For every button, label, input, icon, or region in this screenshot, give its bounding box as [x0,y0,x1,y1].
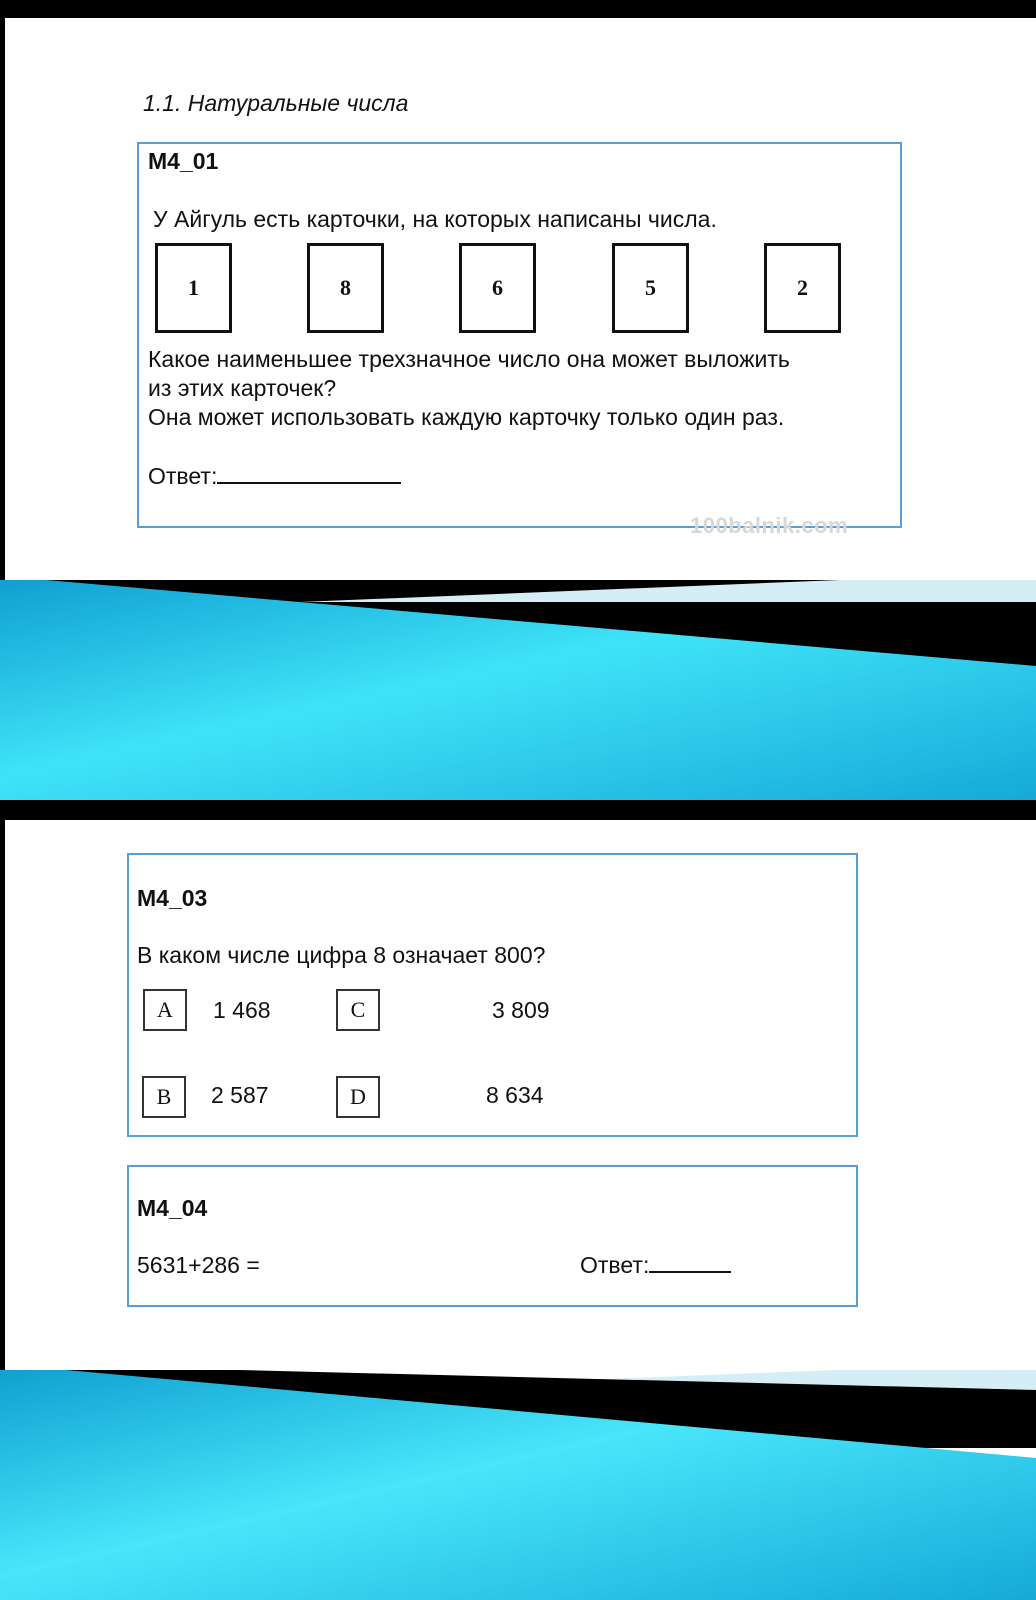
number-card: 5 [612,243,689,333]
option-letter-c[interactable]: C [336,989,380,1031]
question-code: M4_03 [137,885,208,911]
question-intro: У Айгуль есть карточки, на которых написаны числа. [153,206,717,232]
question-code: M4_04 [137,1195,208,1221]
question-text-line: Какое наименьшее трехзначное число она может выложить [148,346,790,372]
option-letter-b[interactable]: B [142,1076,186,1118]
expression-text: 5631+286 = [137,1252,260,1278]
watermark: 100balnik.com [690,513,849,538]
option-value-a: 1 468 [213,997,271,1023]
answer-label: Ответ: [148,463,218,489]
option-letter-d[interactable]: D [336,1076,380,1118]
number-card: 8 [307,243,384,333]
section-title: 1.1. Натуральные числа [143,90,409,116]
slide-2 [0,810,1036,1600]
question-code: M4_01 [148,148,219,174]
number-card: 1 [155,243,232,333]
question-text: В каком числе цифра 8 означает 800? [137,942,546,968]
number-card: 6 [459,243,536,333]
answer-row [580,1252,731,1279]
option-letter-a[interactable]: A [143,989,187,1031]
question-box-m4-03 [127,853,858,1137]
slide-1-decorative-band [0,580,1036,800]
question-text-line: из этих карточек? [148,375,337,401]
answer-row [148,463,401,490]
question-text-line: Она может использовать каждую карточку только один раз. [148,404,785,430]
option-value-c: 3 809 [492,997,550,1023]
question-box-m4-04 [127,1165,858,1307]
number-card: 2 [764,243,841,333]
question-box-m4-01 [137,142,902,528]
answer-blank[interactable] [649,1271,731,1273]
option-value-b: 2 587 [211,1082,269,1108]
answer-label: Ответ: [580,1252,650,1278]
option-value-d: 8 634 [486,1082,544,1108]
answer-blank[interactable] [217,482,401,484]
slide-2-decorative-band [0,1370,1036,1600]
